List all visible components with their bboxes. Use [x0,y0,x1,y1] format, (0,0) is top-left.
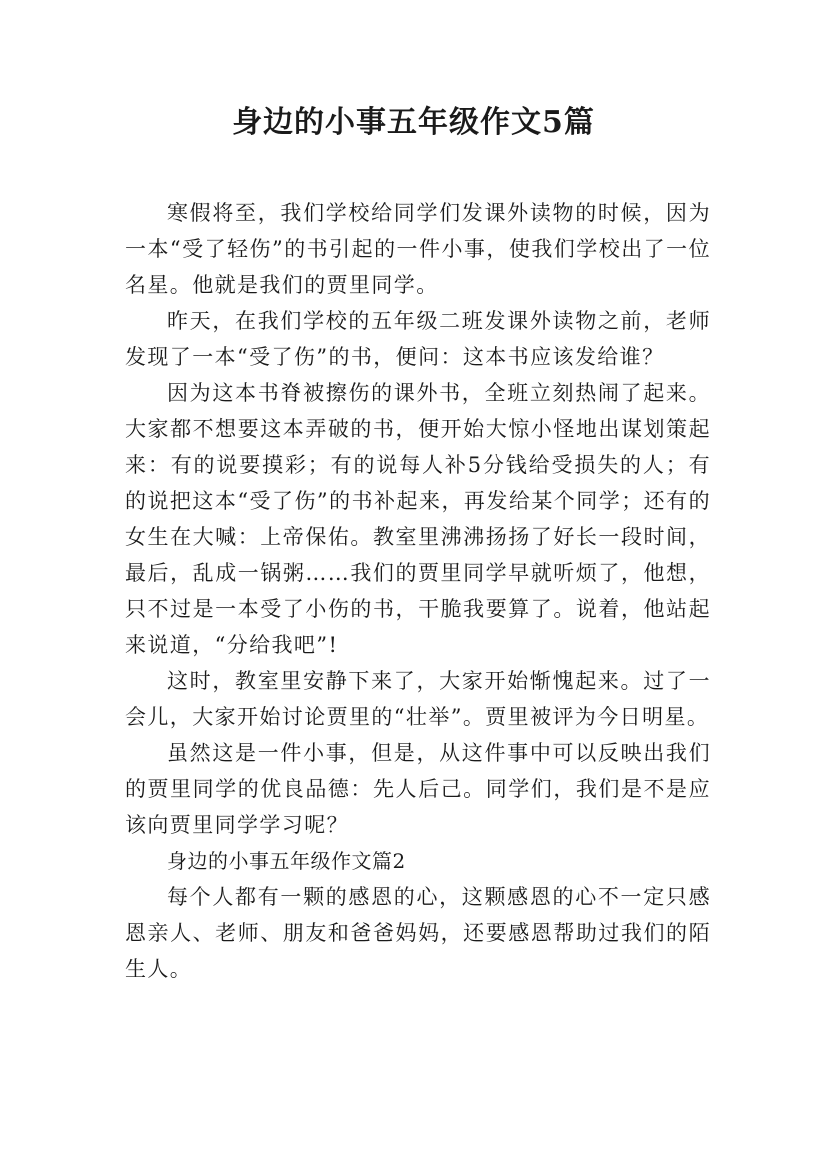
paragraph-5: 虽然这是一件小事，但是，从这件事中可以反映出我们的贾里同学的优良品德：先人后己。同学们，我们是不是应该向贾里同学学习呢？ [125,741,711,837]
document-body [125,195,711,987]
paragraph-4: 这时，教室里安静下来了，大家开始惭愧起来。过了一会儿，大家开始讨论贾里的“壮举”。贾里被评为今日明星。 [125,669,711,729]
paragraph-1: 寒假将至，我们学校给同学们发课外读物的时候，因为一本“受了轻伤”的书引起的一件小事，使我们学校出了一位名星。他就是我们的贾里同学。 [125,201,711,297]
section-subheading: 身边的小事五年级作文篇2 [167,849,406,873]
paragraph-2: 昨天，在我们学校的五年级二班发课外读物之前，老师发现了一本“受了伤”的书，便问：这本书应该发给谁？ [125,309,711,369]
paragraph-6: 每个人都有一颗的感恩的心，这颗感恩的心不一定只感恩亲人、老师、朋友和爸爸妈妈，还要感恩帮助过我们的陌生人。 [125,885,711,981]
paragraph-3: 因为这本书脊被擦伤的课外书，全班立刻热闹了起来。大家都不想要这本弄破的书，便开始大惊小怪地出谋划策起来：有的说要摸彩；有的说每人补5分钱给受损失的人；有的说把这本“受了伤”的书补起来，再发给某个同学；还有的女生在大喊：上帝保佑。教室里沸沸扬扬了好长一段时间，最后，乱成一锅粥……我们的贾里同学早就听烦了，他想，只不过是一本受了小伤的书，干脆我要算了。说着，他站起来说道，“分给我吧”! [125,381,711,657]
document-title: 身边的小事五年级作文5篇 [232,105,595,140]
